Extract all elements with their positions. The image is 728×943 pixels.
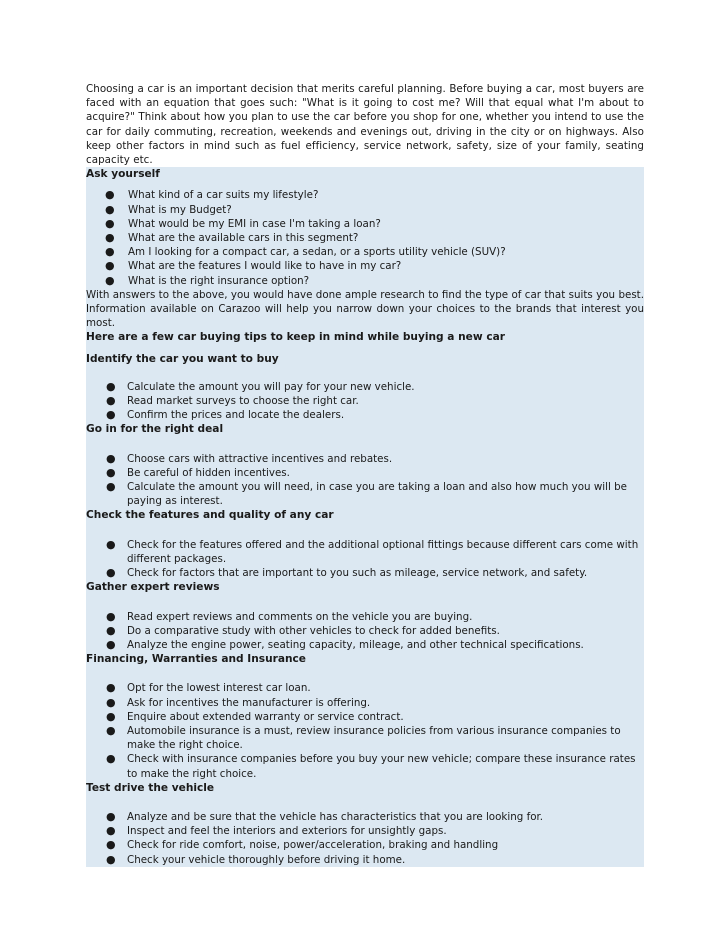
section-list [86,804,644,867]
list-item: ● Opt for the lowest interest car loan. [106,681,311,695]
list-item: ● What are the available cars in this segment? [105,231,359,245]
bullet-icon: ● [106,723,116,737]
bullet-icon: ● [106,537,116,551]
bullet-icon: ● [105,231,115,245]
bullet-icon: ● [106,838,116,852]
ask-yourself-heading: Ask yourself [86,168,160,181]
bullet-icon: ● [106,566,116,580]
bullet-icon: ● [106,824,116,838]
list-item: ● Am I looking for a compact car, a sedan, or a sports utility vehicle (SUV)? [105,245,506,259]
bullet-icon: ● [106,394,116,408]
bullet-icon: ● [106,465,116,479]
list-item: ● Check for the features offered and the additional optional fittings because different cars come with different packages. [106,537,639,565]
bullet-icon: ● [106,695,116,709]
bullet-icon: ● [106,408,116,422]
bullet-icon: ● [106,451,116,465]
section-expert-reviews [86,580,644,652]
list-item: ● Do a comparative study with other vehicles to check for added benefits. [106,623,500,637]
list-item: ● Read market surveys to choose the right car. [106,394,359,408]
section-list [86,532,644,581]
ask-yourself-list [86,188,644,287]
section-heading: Financing, Warranties and Insurance [86,653,306,666]
list-item: ● Confirm the prices and locate the dealers. [106,408,345,422]
bullet-icon: ● [106,480,116,494]
list-item: ● Be careful of hidden incentives. [106,465,290,479]
section-financing [86,652,644,781]
list-item: ● Calculate the amount you will need, in case you are taking a loan and also how much you will be paying as interest. [106,480,627,508]
list-item: ● Analyze the engine power, seating capacity, mileage, and other technical specifications. [106,637,584,651]
section-right-deal [86,422,644,508]
document-page [86,82,644,867]
bullet-icon: ● [106,637,116,651]
list-item: ● Check for factors that are important to you such as mileage, service network, and safety. [106,566,588,580]
bullet-icon: ● [106,609,116,623]
section-list [86,675,644,780]
section-list [86,446,644,509]
section-features-quality [86,508,644,580]
bullet-icon: ● [106,379,116,393]
section-identify-car [86,345,644,423]
section-heading: Check the features and quality of any car [86,509,334,522]
list-item: ● Check for ride comfort, noise, power/acceleration, braking and handling [106,838,499,852]
bullet-icon: ● [106,709,116,723]
bullet-icon: ● [105,202,115,216]
bullet-icon: ● [105,188,115,202]
bullet-icon: ● [106,752,116,766]
list-item: ● Inspect and feel the interiors and exteriors for unsightly gaps. [106,824,447,838]
list-item: ● Automobile insurance is a must, review insurance policies from various insurance companies to make the right choice. [106,723,621,752]
section-list [86,604,644,653]
list-item: ● Choose cars with attractive incentives and rebates. [106,451,393,465]
tips-heading: Here are a few car buying tips to keep in mind while buying a new car [86,331,505,344]
section-heading: Gather expert reviews [86,581,220,594]
list-item: ● What is my Budget? [105,202,232,216]
bullet-icon: ● [105,245,115,259]
bullet-icon: ● [105,273,115,287]
list-item: ● Read expert reviews and comments on the vehicle you are buying. [106,609,473,623]
section-heading: Go in for the right deal [86,423,224,436]
section-heading: Identify the car you want to buy [86,352,279,365]
bullet-icon: ● [106,623,116,637]
section-list [86,374,644,423]
list-item: ● Ask for incentives the manufacturer is offering. [106,695,371,709]
intro-paragraph: Choosing a car is an important decision that merits careful planning. Before buying a car, most buyers are faced with an equation that goes such: "What is it going to cost me? Will that equal what I'm about to acquire?" Think about how you plan to use the car before you shop for one, whether you intend to use the car for daily commuting, recreation, weekends and evenings out, driving in the city or on highways. Also keep other factors in mind such as fuel efficiency, service network, safety, size of your family, seating capacity etc. [86,83,644,167]
bullet-icon: ● [106,681,116,695]
list-item: ● Enquire about extended warranty or service contract. [106,709,404,723]
list-item: ● Calculate the amount you will pay for your new vehicle. [106,379,415,393]
list-item: ● What kind of a car suits my lifestyle? [105,188,319,202]
ask-yourself-block [86,167,644,344]
bullet-icon: ● [105,259,115,273]
list-item: ● Check with insurance companies before you buy your new vehicle; compare these insurance rates to make the right choice. [106,752,636,780]
list-item: ● What is the right insurance option? [105,273,310,287]
answers-paragraph: With answers to the above, you would have done ample research to find the type of car that suits you best. Information available on Carazoo will help you narrow down your choices to the brands that interest you most. [86,288,644,330]
list-item: ● What are the features I would like to have in my car? [105,259,402,273]
section-heading: Test drive the vehicle [86,781,215,794]
list-item: ● Check your vehicle thoroughly before driving it home. [106,852,406,866]
bullet-icon: ● [106,809,116,823]
section-test-drive [86,781,644,867]
list-item: ● What would be my EMI in case I'm taking a loan? [105,216,381,230]
bullet-icon: ● [105,216,115,230]
bullet-icon: ● [106,852,116,866]
list-item: ● Analyze and be sure that the vehicle has characteristics that you are looking for. [106,809,544,823]
